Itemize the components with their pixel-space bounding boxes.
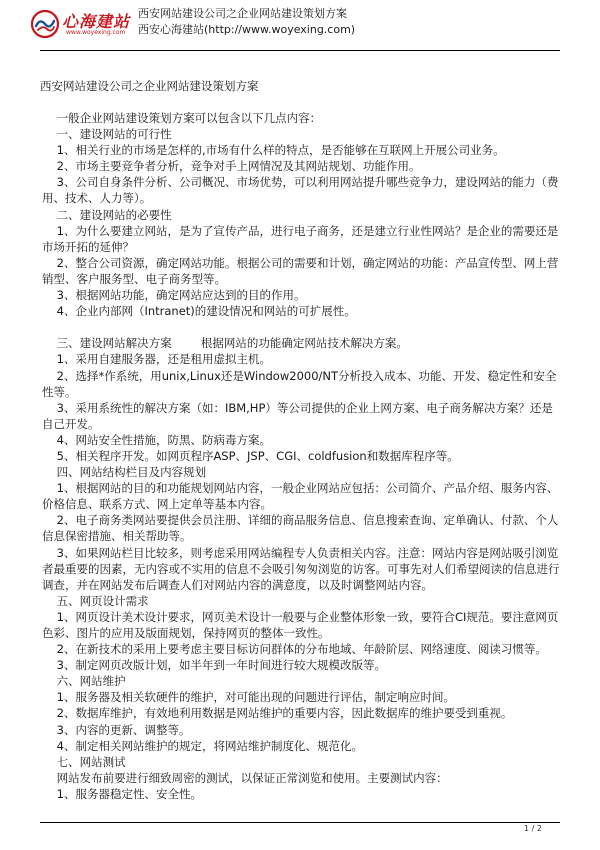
paragraph: 2、在新技术的采用上要考虑主要目标访问群体的分布地域、年龄阶层、网络速度、阅读习惯等。 (42, 642, 547, 657)
paragraph: 4、企业内部网（Intranet)的建设情况和网站的可扩展性。 (42, 304, 356, 319)
paragraph: 四、网站结构栏目及内容规划 (42, 465, 207, 480)
paragraph: 1、网页设计美术设计要求，网页美术设计一般要与企业整体形象一致，要符合CI规范。要注意网页色彩、图片的应用及版面规划，保持网页的整体一致性。 (42, 609, 559, 640)
paragraph: 2、市场主要竞争者分析，竞争对手上网情况及其网站规划、功能作用。 (42, 159, 421, 174)
paragraph: 4、网站安全性措施，防黑、防病毒方案。 (42, 432, 271, 447)
paragraph: 4、制定相关网站维护的规定，将网站维护制度化、规范化。 (42, 738, 363, 753)
logo-url: www.woyexing.com (66, 29, 126, 36)
paragraph: 3、根据网站功能，确定网站应达到的目的作用。 (42, 288, 306, 303)
paragraph: 2、选择*作系统，用unix,Linux还是Window2000/NT分析投入成本、功能、开发、稳定性和安全性等。 (42, 368, 557, 399)
paragraph: 3、采用系统性的解决方案（如：IBM,HP）等公司提供的企业上网方案、电子商务解决方案？还是自己开发。 (42, 400, 553, 431)
document-body (42, 110, 564, 802)
blank-line (42, 319, 564, 335)
paragraph: 1、服务器及相关软硬件的维护，对可能出现的问题进行评估，制定响应时间。 (42, 690, 455, 705)
brand-logo[interactable] (30, 7, 130, 41)
paragraph: 2、数据库维护，有效地利用数据是网站维护的重要内容，因此数据库的维护要受到重视。 (42, 706, 513, 721)
logo-text: 心海建站 (62, 12, 131, 31)
paragraph: 1、采用自建服务器，还是租用虚拟主机。 (42, 352, 271, 367)
paragraph: 3、制定网页改版计划，如半年到一年时间进行较大规模改版等。 (42, 658, 386, 673)
paragraph: 六、网站维护 (42, 674, 126, 689)
paragraph: 三、建设网站解决方案 根据网站的功能确定网站技术解决方案。 (42, 336, 408, 351)
paragraph: 1、为什么要建立网站，是为了宣传产品，进行电子商务，还是建立行业性网站？是企业的需要还是市场开拓的延伸？ (42, 223, 559, 254)
header-divider (40, 50, 560, 51)
paragraph: 3、公司自身条件分析、公司概况、市场优势，可以利用网站提升哪些竞争力，建设网站的能力（费用、技术、人力等）。 (42, 175, 559, 206)
footer-divider (40, 822, 560, 823)
heart-wave-logo-icon (30, 9, 60, 39)
paragraph: 3、如果网站栏目比较多，则考虑采用网站编程专人负责相关内容。注意：网站内容是网站吸引浏览者最重要的因素，无内容或不实用的信息不会吸引匆匆浏览的访客。可事先对人们希望阅读的信息进行调查，并在网站发布后调查人们对网站内容的满意度，以及时调整网站内容。 (42, 545, 560, 592)
paragraph: 5、相关程序开发。如网页程序ASP、JSP、CGI、coldfusion和数据库程序等。 (42, 448, 459, 463)
paragraph: 二、建设网站的必要性 (42, 207, 172, 222)
paragraph: 3、内容的更新、调整等。 (42, 722, 191, 737)
paragraph: 2、整合公司资源，确定网站功能。根据公司的需要和计划，确定网站的功能：产品宣传型、网上营销型、客户服务型、电子商务型等。 (42, 255, 559, 286)
paragraph: 1、根据网站的目的和功能规划网站内容，一般企业网站应包括：公司简介、产品介绍、服务内容、价格信息、联系方式、网上定单等基本内容。 (42, 481, 559, 512)
page-number: 1 / 2 (524, 824, 542, 833)
paragraph: 五、网页设计需求 (42, 593, 149, 608)
header-subtitle: 西安心海建站(http://www.woyexing.com) (138, 23, 356, 36)
paragraph: 一、建设网站的可行性 (42, 127, 172, 142)
paragraph: 2、电子商务类网站要提供会员注册、详细的商品服务信息、信息搜索查询、定单确认、付款、个人信息保密措施、相关帮助等。 (42, 513, 559, 544)
paragraph: 七、网站测试 (42, 754, 126, 769)
header-title: 西安网站建设公司之企业网站建设策划方案 (138, 7, 347, 20)
paragraph: 一般企业网站建设策划方案可以包含以下几点内容： (42, 111, 322, 125)
paragraph: 1、相关行业的市场是怎样的,市场有什么样的特点，是否能够在互联网上开展公司业务。 (42, 143, 505, 158)
document-title: 西安网站建设公司之企业网站建设策划方案 (40, 79, 259, 93)
paragraph: 网站发布前要进行细致周密的测试，以保证正常浏览和使用。主要测试内容： (42, 770, 448, 785)
page-header (0, 0, 600, 50)
paragraph: 1、服务器稳定性、安全性。 (42, 786, 202, 801)
